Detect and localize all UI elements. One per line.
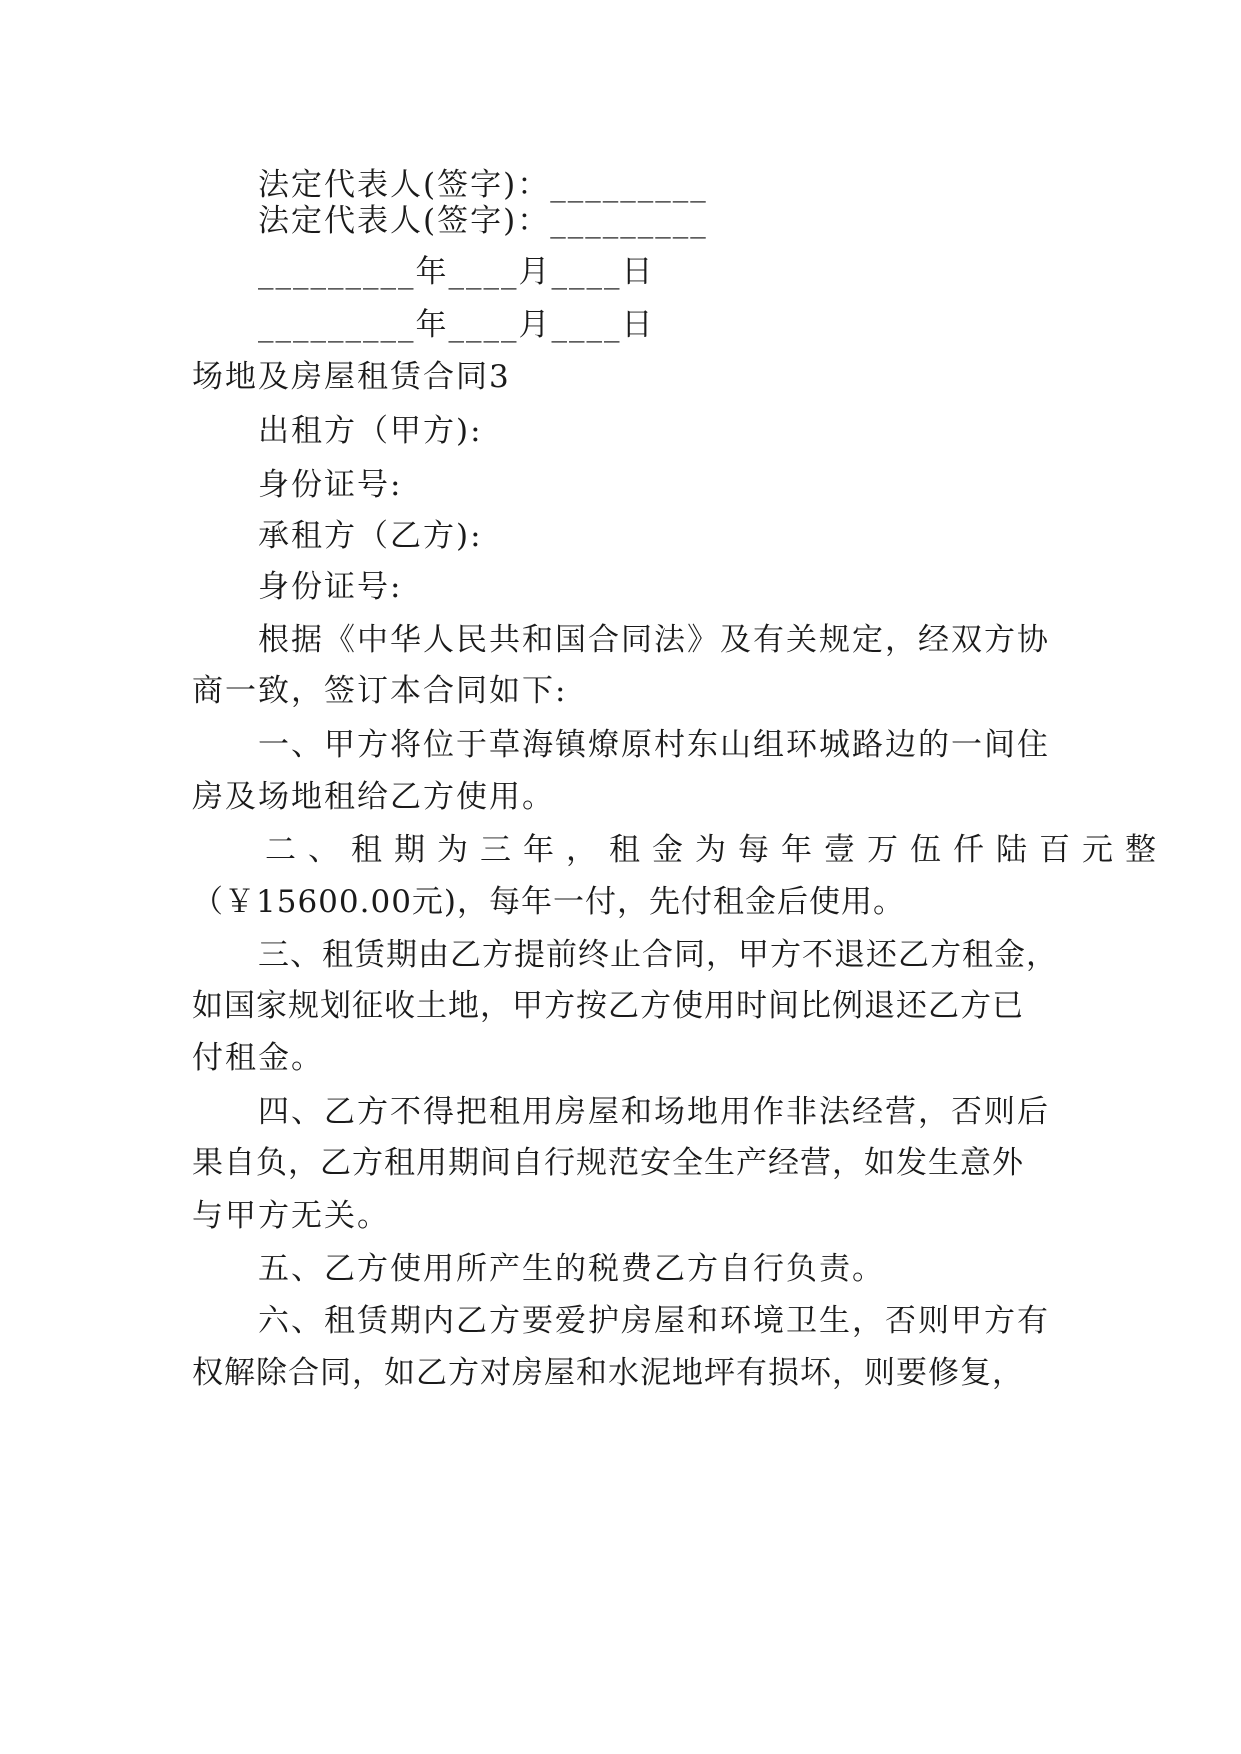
preamble-line-1: 根据《中华人民共和国合同法》及有关规定，经双方协: [258, 622, 1050, 658]
clause-4-line-1: 四、乙方不得把租用房屋和场地用作非法经营，否则后: [258, 1094, 1050, 1130]
clause-3-line-1: 三、租赁期由乙方提前终止合同，甲方不退还乙方租金，: [258, 937, 1058, 973]
clause-3-line-2: 如国家规划征收土地，甲方按乙方使用时间比例退还乙方已: [192, 988, 1024, 1024]
clause-4-line-3: 与甲方无关。: [192, 1198, 390, 1234]
clause-1-line-1: 一、甲方将位于草海镇燎原村东山组环城路边的一间住: [258, 727, 1050, 763]
date-line-2: _________年____月____日: [258, 307, 655, 343]
section-title: 场地及房屋租赁合同3: [192, 359, 511, 395]
clause-1-line-2: 房及场地租给乙方使用。: [192, 779, 555, 815]
lessor-id-label: 身份证号:: [258, 467, 403, 503]
clause-4-line-2: 果自负，乙方租用期间自行规范安全生产经营，如发生意外: [192, 1145, 1024, 1181]
date-line-1: _________年____月____日: [258, 254, 655, 290]
clause-6-line-1: 六、租赁期内乙方要爱护房屋和环境卫生，否则甲方有: [258, 1303, 1050, 1339]
preamble-line-2: 商一致，签订本合同如下:: [192, 673, 568, 709]
lessor-label: 出租方（甲方):: [258, 413, 483, 449]
lessee-id-label: 身份证号:: [258, 569, 403, 605]
clause-3-line-3: 付租金。: [192, 1040, 324, 1076]
clause-2-line-2: （￥15600.00元)，每年一付，先付租金后使用。: [192, 884, 906, 920]
clause-2-line-1: 二、租期为三年，租金为每年壹万伍仟陆百元整: [265, 832, 1168, 868]
clause-5-line-1: 五、乙方使用所产生的税费乙方自行负责。: [258, 1251, 885, 1287]
lessee-label: 承租方（乙方):: [258, 518, 483, 554]
signature-line-legal-rep-1: 法定代表人(签字)：_________: [258, 167, 708, 203]
clause-6-line-2: 权解除合同，如乙方对房屋和水泥地坪有损坏，则要修复，: [192, 1355, 1024, 1391]
signature-line-legal-rep-2: 法定代表人(签字)：_________: [258, 203, 708, 239]
